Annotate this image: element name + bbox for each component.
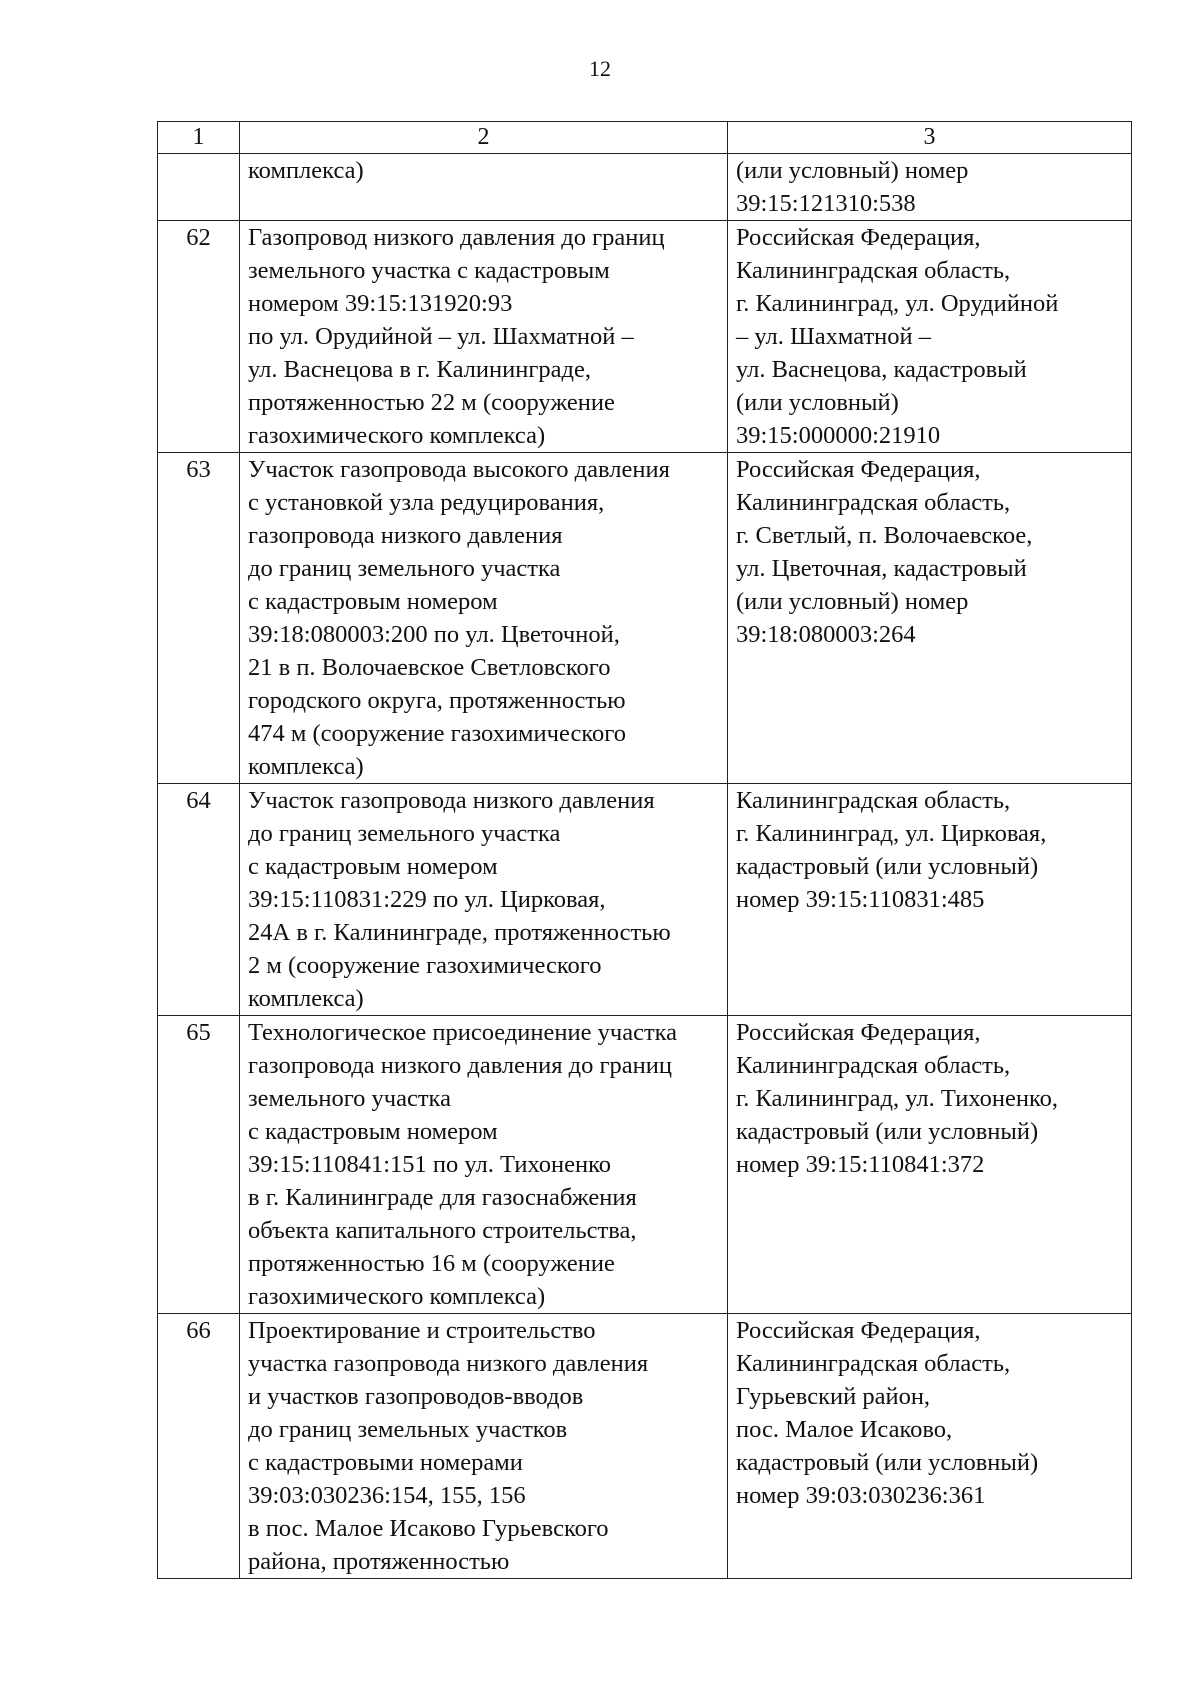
address-line: кадастровый (или условный) bbox=[736, 853, 1039, 880]
table-row bbox=[158, 1314, 1132, 1579]
address-line: Российская Федерация, bbox=[736, 1019, 981, 1046]
address-line: номер 39:15:110841:372 bbox=[736, 1151, 985, 1178]
object-address bbox=[728, 154, 1132, 221]
address-line: кадастровый (или условный) bbox=[736, 1449, 1039, 1476]
description-line: 474 м (сооружение газохимического bbox=[248, 720, 626, 747]
row-number bbox=[158, 154, 240, 221]
address-line: Российская Федерация, bbox=[736, 224, 981, 251]
object-description bbox=[240, 154, 728, 221]
table-row bbox=[158, 1016, 1132, 1314]
object-address bbox=[728, 1314, 1132, 1579]
description-line: ул. Васнецова в г. Калининграде, bbox=[248, 356, 591, 383]
address-line: г. Калининград, ул. Тихоненко, bbox=[736, 1085, 1059, 1112]
description-line: 39:15:110831:229 по ул. Цирковая, bbox=[248, 886, 606, 913]
address-line: г. Калининград, ул. Цирковая, bbox=[736, 820, 1047, 847]
description-line: газохимического комплекса) bbox=[248, 422, 546, 449]
description-line: района, протяженностью bbox=[248, 1548, 510, 1575]
description-line: до границ земельного участка bbox=[248, 555, 561, 582]
description-line: до границ земельного участка bbox=[248, 820, 561, 847]
address-line: г. Калининград, ул. Орудийной bbox=[736, 290, 1059, 317]
object-address bbox=[728, 784, 1132, 1016]
description-line: участка газопровода низкого давления bbox=[248, 1350, 649, 1377]
table-row bbox=[158, 453, 1132, 784]
description-line: протяженностью 16 м (сооружение bbox=[248, 1250, 615, 1277]
description-line: 39:15:110841:151 по ул. Тихоненко bbox=[248, 1151, 612, 1178]
description-line: земельного участка bbox=[248, 1085, 451, 1112]
object-description bbox=[240, 453, 728, 784]
table-body bbox=[158, 154, 1132, 1579]
address-line: 39:15:000000:21910 bbox=[736, 422, 941, 449]
row-number: 64 bbox=[158, 784, 240, 1016]
description-line: в г. Калининграде для газоснабжения bbox=[248, 1184, 637, 1211]
description-line: Газопровод низкого давления до границ bbox=[248, 224, 665, 251]
address-line: 39:15:121310:538 bbox=[736, 190, 916, 217]
object-address bbox=[728, 221, 1132, 453]
description-line: Проектирование и строительство bbox=[248, 1317, 596, 1344]
description-line: номером 39:15:131920:93 bbox=[248, 290, 513, 317]
object-description bbox=[240, 221, 728, 453]
table-row bbox=[158, 784, 1132, 1016]
description-line: земельного участка с кадастровым bbox=[248, 257, 610, 284]
description-line: Технологическое присоединение участка bbox=[248, 1019, 678, 1046]
address-line: (или условный) номер bbox=[736, 157, 969, 184]
description-line: 2 м (сооружение газохимического bbox=[248, 952, 602, 979]
description-line: до границ земельных участков bbox=[248, 1416, 568, 1443]
address-line: Калининградская область, bbox=[736, 489, 1011, 516]
address-line: Калининградская область, bbox=[736, 1052, 1011, 1079]
address-line: номер 39:03:030236:361 bbox=[736, 1482, 986, 1509]
header-col-1: 1 bbox=[158, 122, 240, 154]
objects-table bbox=[157, 121, 1132, 1579]
address-line: Калининградская область, bbox=[736, 1350, 1011, 1377]
description-line: 21 в п. Волочаевское Светловского bbox=[248, 654, 611, 681]
address-line: пос. Малое Исаково, bbox=[736, 1416, 953, 1443]
description-line: комплекса) bbox=[248, 157, 364, 184]
row-number: 63 bbox=[158, 453, 240, 784]
page-number: 12 bbox=[589, 56, 611, 81]
description-line: в пос. Малое Исаково Гурьевского bbox=[248, 1515, 609, 1542]
object-description bbox=[240, 1314, 728, 1579]
description-line: газопровода низкого давления bbox=[248, 522, 563, 549]
description-line: 24А в г. Калининграде, протяженностью bbox=[248, 919, 671, 946]
row-number: 65 bbox=[158, 1016, 240, 1314]
table-row bbox=[158, 154, 1132, 221]
description-line: 39:18:080003:200 по ул. Цветочной, bbox=[248, 621, 620, 648]
description-line: объекта капитального строительства, bbox=[248, 1217, 637, 1244]
description-line: с кадастровым номером bbox=[248, 588, 498, 615]
address-line: кадастровый (или условный) bbox=[736, 1118, 1039, 1145]
object-description bbox=[240, 1016, 728, 1314]
description-line: комплекса) bbox=[248, 985, 364, 1012]
address-line: ул. Васнецова, кадастровый bbox=[736, 356, 1027, 383]
description-line: с кадастровыми номерами bbox=[248, 1449, 523, 1476]
row-number: 66 bbox=[158, 1314, 240, 1579]
description-line: по ул. Орудийной – ул. Шахматной – bbox=[248, 323, 634, 350]
address-line: ул. Цветочная, кадастровый bbox=[736, 555, 1027, 582]
address-line: Российская Федерация, bbox=[736, 1317, 981, 1344]
description-line: протяженностью 22 м (сооружение bbox=[248, 389, 615, 416]
address-line: номер 39:15:110831:485 bbox=[736, 886, 985, 913]
header-col-2: 2 bbox=[240, 122, 728, 154]
address-line: Калининградская область, bbox=[736, 257, 1011, 284]
header-col-3: 3 bbox=[728, 122, 1132, 154]
description-line: газохимического комплекса) bbox=[248, 1283, 546, 1310]
address-line: (или условный) номер bbox=[736, 588, 969, 615]
address-line: г. Светлый, п. Волочаевское, bbox=[736, 522, 1033, 549]
address-line: (или условный) bbox=[736, 389, 899, 416]
address-line: Гурьевский район, bbox=[736, 1383, 931, 1410]
table-row bbox=[158, 221, 1132, 453]
address-line: – ул. Шахматной – bbox=[736, 323, 931, 350]
description-line: с установкой узла редуцирования, bbox=[248, 489, 605, 516]
description-line: комплекса) bbox=[248, 753, 364, 780]
description-line: городского округа, протяженностью bbox=[248, 687, 626, 714]
description-line: и участков газопроводов-вводов bbox=[248, 1383, 584, 1410]
table-header-row bbox=[158, 122, 1132, 154]
description-line: Участок газопровода высокого давления bbox=[248, 456, 670, 483]
object-address bbox=[728, 1016, 1132, 1314]
object-description bbox=[240, 784, 728, 1016]
description-line: Участок газопровода низкого давления bbox=[248, 787, 655, 814]
address-line: Российская Федерация, bbox=[736, 456, 981, 483]
address-line: 39:18:080003:264 bbox=[736, 621, 916, 648]
address-line: Калининградская область, bbox=[736, 787, 1011, 814]
description-line: газопровода низкого давления до границ bbox=[248, 1052, 673, 1079]
row-number: 62 bbox=[158, 221, 240, 453]
description-line: с кадастровым номером bbox=[248, 853, 498, 880]
object-address bbox=[728, 453, 1132, 784]
description-line: с кадастровым номером bbox=[248, 1118, 498, 1145]
description-line: 39:03:030236:154, 155, 156 bbox=[248, 1482, 526, 1509]
